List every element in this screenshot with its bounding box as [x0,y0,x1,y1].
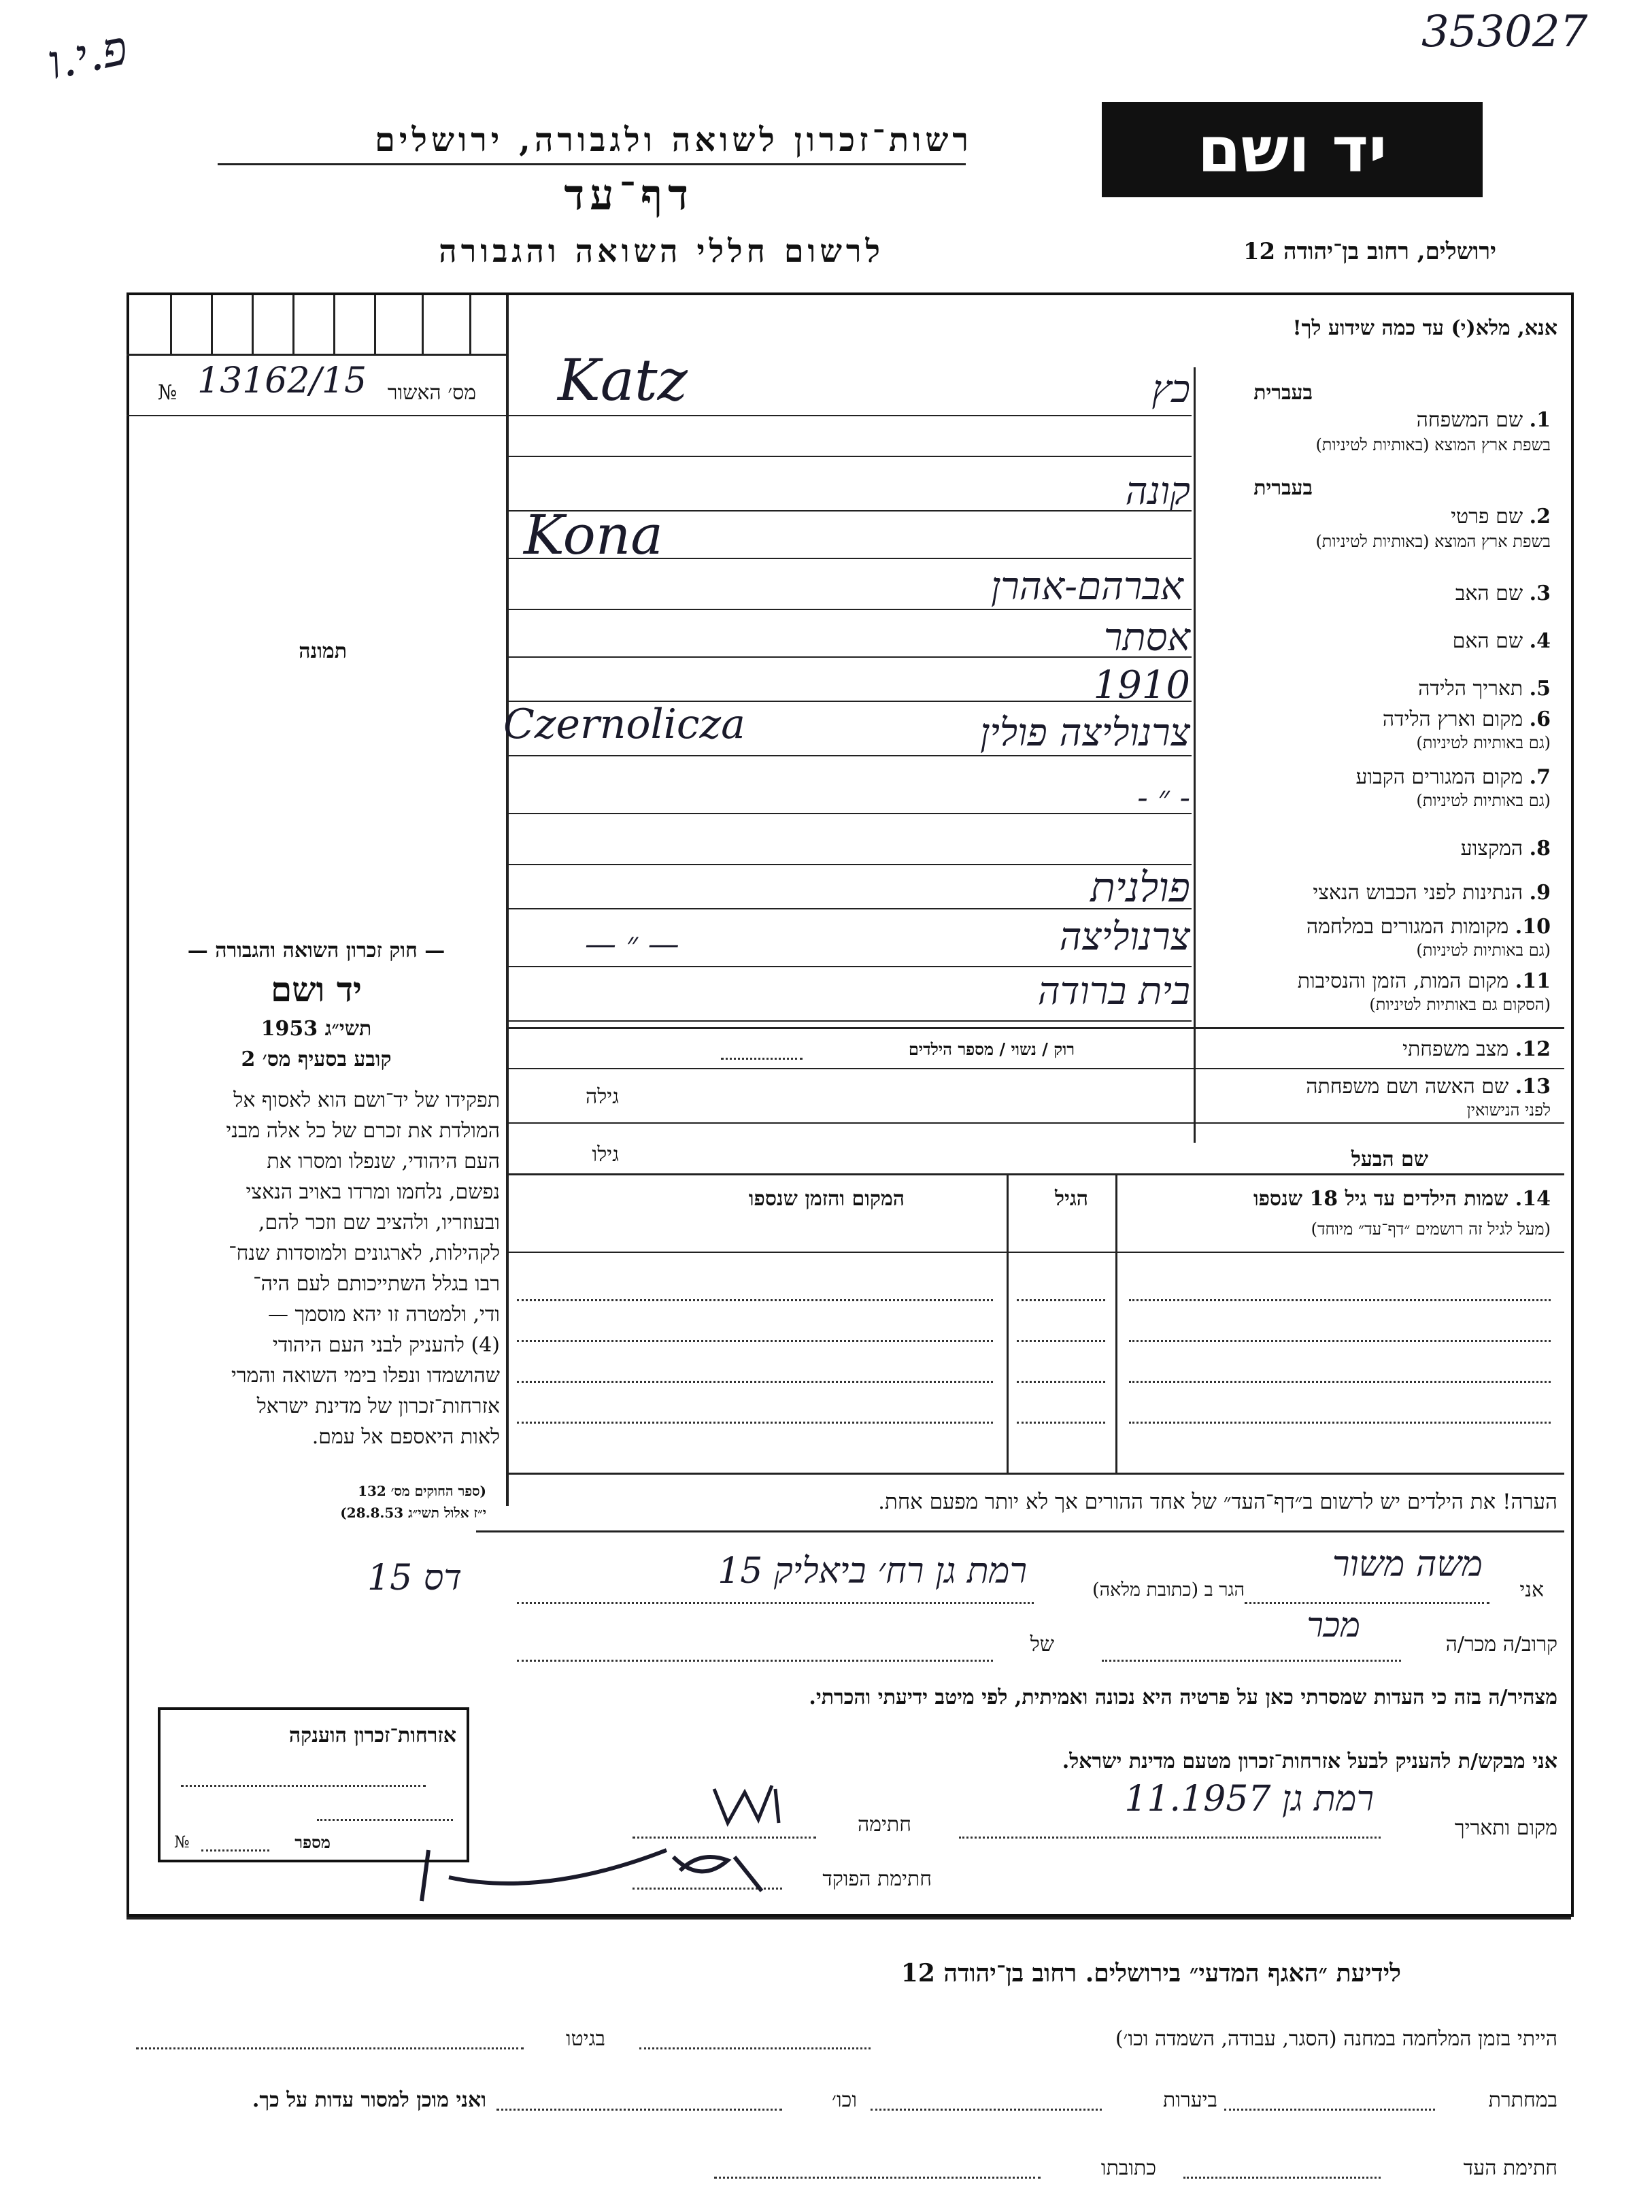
field-1-tag: בעברית [1253,381,1313,405]
children-label: 14. שמות הילדים עד גיל 18 שנספו [1253,1187,1551,1211]
field-9-label: 9. הנתינות לפני הכבוש הנאצי [1313,881,1551,905]
relative-label: קרוב/ה מכר/ה [1445,1632,1557,1656]
field-12-label: 12. מצב משפחתי [1402,1037,1551,1061]
bottom-line3-a: חתימת העד [1463,2156,1557,2180]
children-sub: (מעל לגיל זה רושמים ״דף־עד״ מיוחד) [1311,1220,1551,1239]
field-4-label: 4. שם האם [1452,629,1551,653]
field-13-value: גילה [585,1085,619,1109]
field-5-label: 5. תאריך הלידה [1418,677,1551,701]
husband-label: שם הבעל [1351,1147,1428,1171]
field-5-value: 1910 [1093,663,1190,707]
bottom-line2-d: ואני מוכן למסור עדות על כך. [252,2088,486,2112]
approval-value: 13162/15 [197,361,367,401]
place-date-label: מקום ותאריך [1454,1816,1557,1840]
left-column-divider [506,295,509,1506]
header-underline [218,163,966,165]
law-source: (ספר החוקים מס׳ 132 [358,1483,486,1499]
bottom-heading: לידיעת ״האגף המדעי״ בירושלים. רחוב בן־יהודה 12 [900,1959,1401,1988]
field-10-label: 10. מקומות המגורים במלחמה [1306,915,1551,939]
children-col-place: המקום והזמן שנספו [748,1187,905,1211]
field-11-value: בית ברודה [1037,969,1190,1013]
official-label: חתימת הפוקד [822,1867,932,1891]
field-13-sub: לפני הנישואין [1466,1101,1551,1120]
field-9-value: פולנית [1090,864,1190,911]
law-name: יד ושם [271,969,362,1009]
field-12-value: רוק / נשוי / מספר הילדים [908,1039,1075,1059]
note: הערה! את הילדים יש לרשום ב״דף־העד״ של אחד ההורים אך לא יותר מפעם אחת. [878,1490,1557,1514]
page-title: דף־עד [564,170,694,220]
field-1-label: 1. שם המשפחה [1416,408,1551,432]
bottom-line1-a: הייתי בזמן המלחמה במחנה (הסגר, עבודה, השמדה וכו׳) [1115,2027,1557,2051]
label-column-divider [1194,367,1196,1143]
field-3-label: 3. שם האב [1455,582,1551,605]
relative-value: מכר [1307,1605,1360,1645]
cert-no-mark: № [174,1832,190,1851]
declare-text: מצהיר/ה בזה כי העדות שמסרתי כאן על פרטיה היא נכונה ואמיתית, לפי מיטב ידיעתי והכרתי. [809,1686,1557,1709]
field-8-label: 8. המקצוע [1460,837,1551,860]
field-6-label: 6. מקום וארץ הלידה [1382,707,1551,731]
header-top-line: רשות־זכרון לשואה ולגבורה, ירושלים [374,121,973,159]
husband-age-label: גילו [592,1143,619,1167]
law-clause: קובע בסעיף מס׳ 2 [241,1048,392,1071]
bottom-line1-b: בגיטו [565,2027,605,2051]
logo [1102,102,1483,197]
stamp-number: 353027 [1421,7,1588,57]
field-2-sub: בשפת ארץ המוצא (באותיות לטיניות) [1315,532,1551,551]
field-6-latin-value: Czernolicza [503,701,745,748]
field-6-sub: (גם באותיות לטיניות) [1416,733,1551,752]
field-2-hebrew-value: קונה [1125,469,1190,514]
instruction: אנא, מלא(י) עד כמה שידוע לך! [1292,316,1557,340]
field-1-sub: בשפת ארץ המוצא (באותיות לטיניות) [1315,435,1551,454]
place-date-value: רמת גן 11.1957 [1124,1779,1374,1820]
field-7-label: 7. מקום המגורים הקבוע [1355,765,1551,789]
header-address: ירושלים, רחוב בן־יהודה 12 [1243,238,1496,265]
declarant-i-label: אני [1519,1578,1544,1602]
cert-title: אזרחות־זכרון הוענקה [288,1724,456,1747]
bottom-line3-b: כתובתו [1100,2156,1156,2180]
declarant-address-extra: דס 15 [367,1558,462,1598]
field-1-hebrew-value: כץ [1151,367,1190,412]
corner-note: פ.י.ו [42,19,133,91]
bottom-line2-b: ביערות [1162,2088,1217,2112]
approval-no-mark: № [158,381,178,405]
declarant-signature [707,1775,803,1830]
field-10-extra: — ״ — [585,925,679,962]
bottom-line2-c: וכו׳ [832,2088,857,2112]
declarant-name: משה משור [1332,1544,1483,1585]
law-heading: — חוק זכרון השואה והגבורה — [187,939,445,962]
request-text: אני מבקש/ת להעניק לבעל אזרחות־זכרון מטעם מדינת ישראל. [1062,1749,1557,1773]
cert-box [158,1707,469,1862]
signature-label: חתימה [858,1813,911,1837]
header-subtitle: לרשום חללי השואה והגבורה [439,233,884,269]
field-1-latin-value: Katz [558,347,688,414]
field-11-sub: (הסקום גם באותיות לטיניות) [1369,995,1551,1014]
field-7-sub: (גם באותיות לטיניות) [1416,791,1551,810]
field-2-tag: בעברית [1253,476,1313,500]
field-3-value: אברהם-אהרן [991,565,1183,609]
approval-label: מס׳ האשור [387,381,476,405]
bottom-line2-a: במחתרת [1488,2088,1557,2112]
law-year: תשי״ג 1953 [260,1017,372,1041]
cert-number-label: מספר [294,1832,331,1852]
field-4-value: אסתר [1103,616,1190,660]
field-7-value: - ״ - [1137,779,1190,816]
field-11-label: 11. מקום המות, הזמן והנסיבות [1297,969,1551,993]
field-2-label: 2. שם פרטי [1451,505,1551,529]
declarant-resides-label: הגר ב (כתובת מלאה) [1092,1579,1245,1601]
field-6-value: צרנוליצה פולין [979,711,1190,755]
field-13-label: 13. שם האשה ושם משפחתה [1306,1075,1551,1099]
law-body: תפקידו של יד־ושם הוא לאסוף אל המולדת את זכרם של כל אלה מבני העם היהודי, שנפלו ומסרו את נפשם, נלחמו ומרדו באויב הנאצי ובעוזריו, ולהציב שם וזכר להם, לקהילות, לארגונים ולמוסדות שנח־ רבו בגלל השתייכותם לעם היה־ ודי, ולמטרה זו יהא מוסמך — (4) להעניק לבני העם היהודי שהושמדו ונפלו בימי השואה והמרי אזרחות־זכרון של מדינת ישראל לאות היאספם אל עמם. [226,1088,500,1449]
photo-label: תמונה [299,639,347,663]
top-strip-line [127,354,507,356]
logo-text: יד ושם [1197,113,1387,186]
field-10-sub: (גם באותיות לטיניות) [1416,941,1551,960]
of-label: של [1030,1632,1054,1656]
field-2-latin-value: Kona [524,503,663,567]
children-col-age: הגיל [1054,1187,1088,1211]
declarant-address: רמת גן רח׳ ביאליק 15 [718,1551,1027,1592]
law-source-date: י״ז אלול תשי״ג 28.8.53) [340,1505,486,1521]
field-10-value: צרנוליצה [1059,915,1190,959]
